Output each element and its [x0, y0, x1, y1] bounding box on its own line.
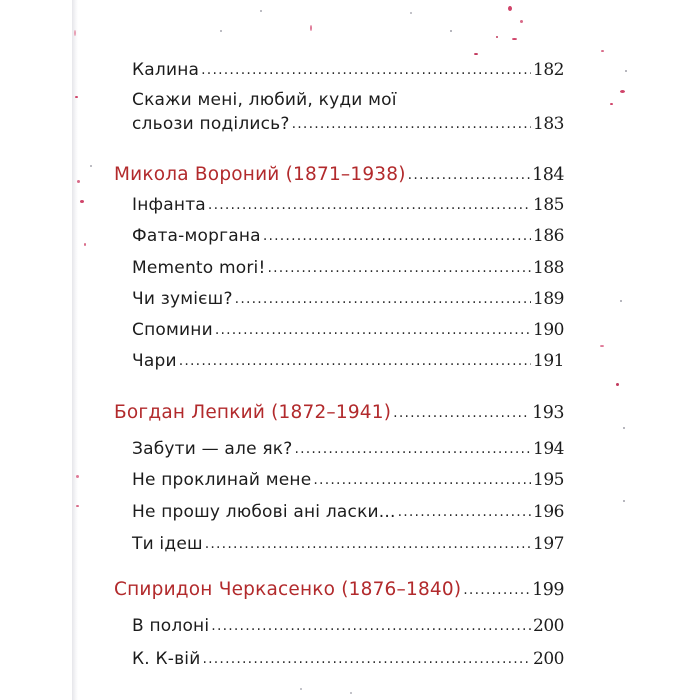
page-number: 193 — [532, 403, 564, 423]
dot-leader — [267, 260, 531, 276]
page-number: 186 — [533, 226, 564, 246]
page-number: 185 — [533, 195, 564, 215]
author-name: Спиридон Черкасенко (1876–1840) — [114, 579, 462, 600]
toc-entry[interactable] — [132, 320, 564, 340]
entry-title: сльози поділись? — [132, 114, 290, 134]
toc-author-heading[interactable] — [114, 402, 564, 423]
dot-leader — [393, 405, 530, 421]
entry-title: Чи зумієш? — [132, 289, 233, 309]
dot-leader — [211, 618, 531, 634]
toc-author-heading[interactable] — [114, 579, 564, 600]
toc-entry[interactable] — [132, 534, 564, 554]
page-number: 183 — [533, 114, 564, 134]
toc-entry[interactable] — [132, 195, 564, 215]
page-number: 190 — [533, 320, 564, 340]
dot-leader — [179, 353, 531, 369]
page-number: 184 — [532, 165, 564, 185]
author-name: Микола Вороний (1871–1938) — [114, 164, 406, 185]
dot-leader — [202, 651, 531, 667]
dot-leader — [215, 322, 531, 338]
dot-leader — [208, 197, 531, 213]
toc-entry[interactable] — [132, 351, 564, 371]
author-name: Богдан Лепкий (1872–1941) — [114, 402, 392, 423]
page-number: 200 — [533, 616, 564, 636]
toc-entry[interactable] — [132, 616, 564, 636]
toc-entry[interactable] — [132, 649, 564, 669]
dot-leader — [294, 441, 531, 457]
page-number: 182 — [533, 60, 564, 80]
entry-title: Забути — але як? — [132, 439, 293, 459]
toc-entry[interactable] — [132, 439, 564, 459]
page-number: 194 — [533, 439, 564, 459]
dot-leader — [398, 504, 531, 520]
page-number: 195 — [533, 470, 564, 490]
dot-leader — [463, 582, 530, 598]
toc-entry[interactable] — [132, 226, 564, 246]
page-number: 189 — [533, 289, 564, 309]
entry-title: Memento mori! — [132, 258, 266, 278]
dot-leader — [205, 536, 531, 552]
dot-leader — [408, 167, 530, 183]
page-number: 197 — [533, 534, 564, 554]
page-number: 191 — [533, 351, 564, 371]
entry-title: В полоні — [132, 616, 210, 636]
entry-title: Спомини — [132, 320, 213, 340]
toc-entry[interactable] — [132, 470, 564, 490]
page-number: 196 — [533, 502, 564, 522]
entry-title-line1: Скажи мені, любий, куди мої — [132, 90, 397, 110]
toc-entry[interactable] — [132, 289, 564, 309]
page-number: 200 — [533, 649, 564, 669]
dot-leader — [313, 472, 531, 488]
entry-title: Калина — [132, 60, 200, 80]
page-number: 199 — [532, 580, 564, 600]
toc-entry[interactable] — [132, 114, 564, 134]
entry-title: Ти ідеш — [132, 534, 203, 554]
dot-leader — [292, 116, 531, 132]
toc-entry[interactable] — [132, 60, 564, 80]
entry-title: Не прошу любові ані ласки... — [132, 502, 396, 522]
toc-entry[interactable] — [132, 258, 564, 278]
entry-title: К. К-вій — [132, 649, 201, 669]
toc-author-heading[interactable] — [114, 164, 564, 185]
entry-title: Інфанта — [132, 195, 206, 215]
dot-leader — [263, 228, 531, 244]
dot-leader — [235, 291, 531, 307]
entry-title: Фата-моргана — [132, 226, 261, 246]
dot-leader — [201, 62, 531, 78]
entry-title: Не проклинай мене — [132, 470, 312, 490]
toc-entry[interactable] — [132, 502, 564, 522]
entry-title: Чари — [132, 351, 177, 371]
page-number: 188 — [533, 258, 564, 278]
